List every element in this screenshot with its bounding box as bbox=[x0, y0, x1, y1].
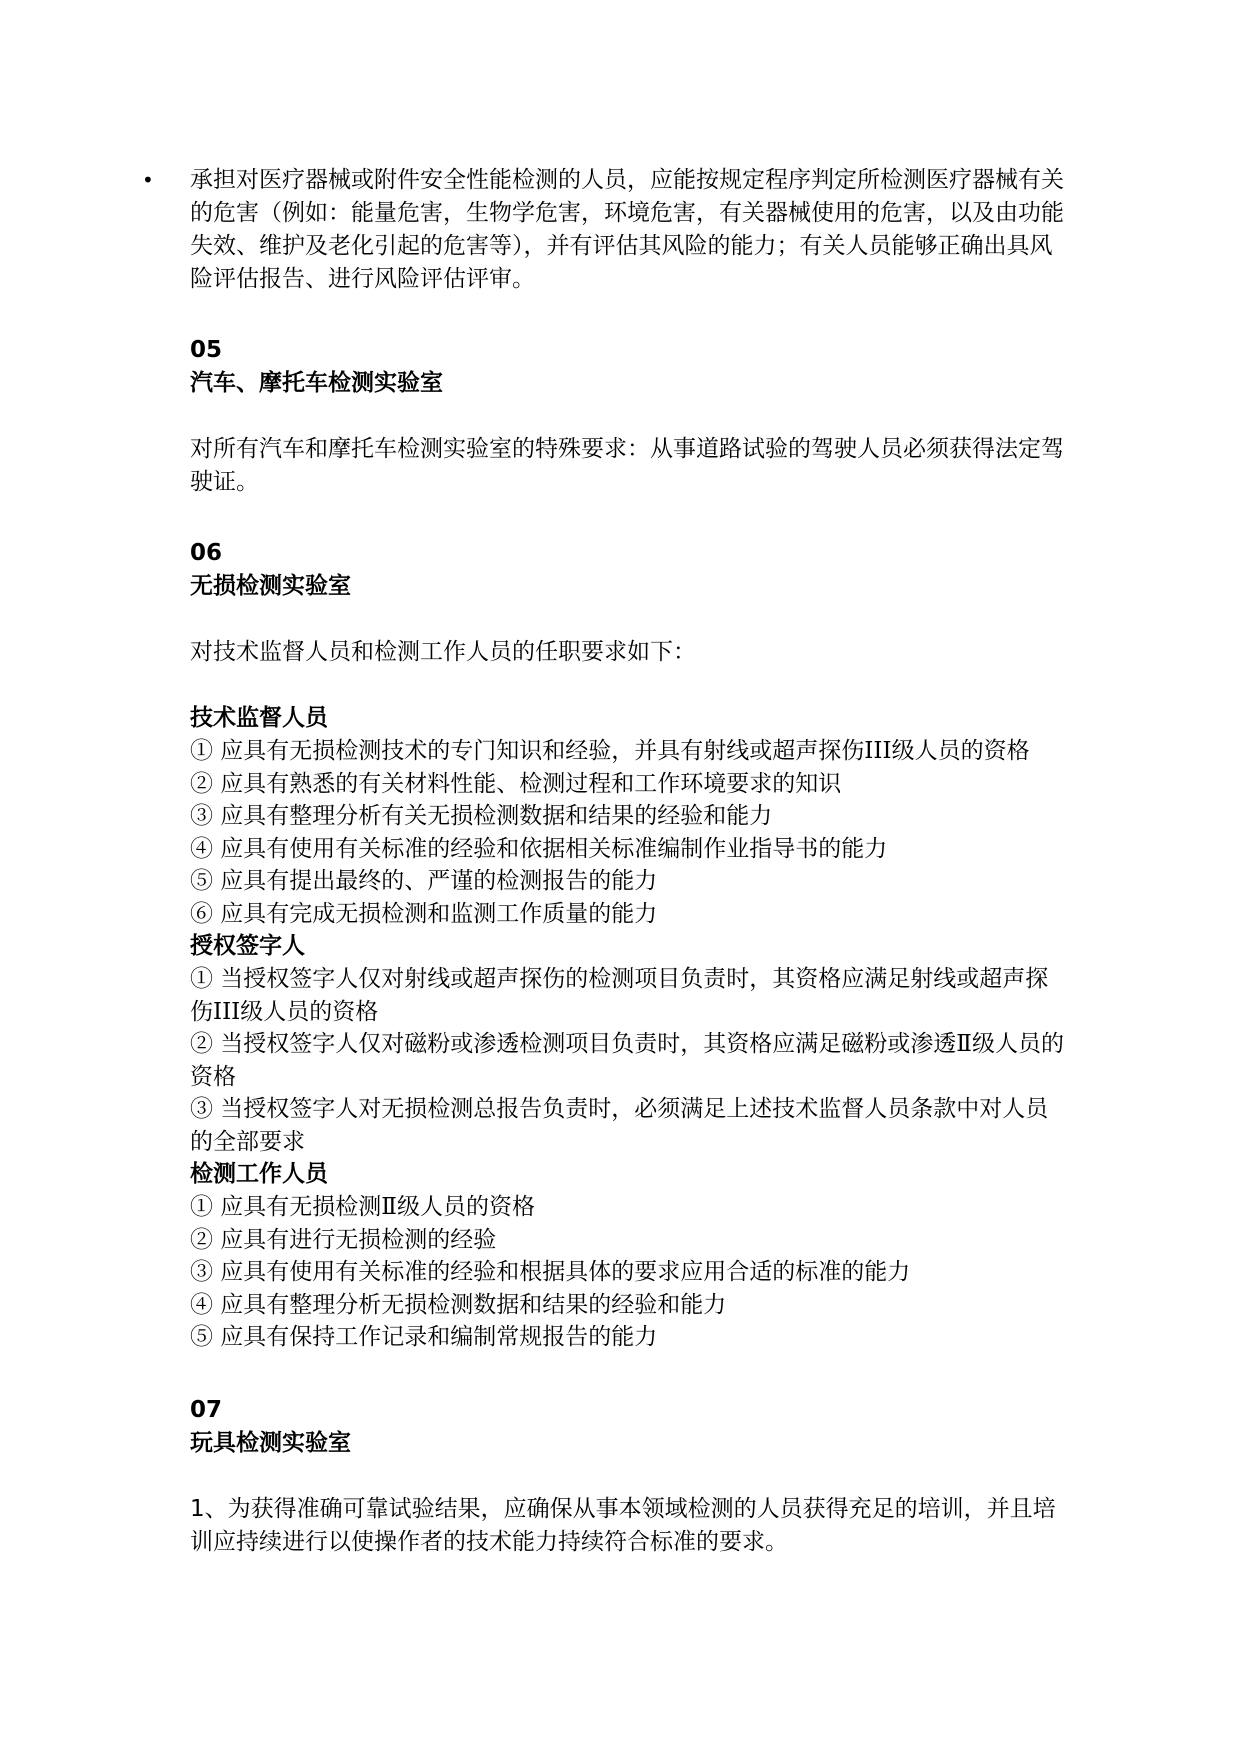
document-body bbox=[142, 164, 1070, 1559]
section-number: 06 bbox=[190, 540, 223, 566]
section-number: 05 bbox=[190, 337, 223, 363]
list-item: ① 当授权签字人仅对射线或超声探伤的检测项目负责时，其资格应满足射线或超声探伤III级人员的资格 bbox=[190, 966, 1049, 1025]
group-authorized-signatories bbox=[190, 930, 1070, 1158]
group-heading: 授权签字人 bbox=[190, 933, 305, 959]
group-heading: 技术监督人员 bbox=[190, 705, 328, 731]
intro-bullet-text: 承担对医疗器械或附件安全性能检测的人员，应能按规定程序判定所检测医疗器械有关的危害（例如：能量危害，生物学危害，环境危害，有关器械使用的危害，以及由功能失效、维护及老化引起的危害等），并有评估其风险的能力；有关人员能够正确出具风险评估报告、进行风险评估评审。 bbox=[190, 167, 1064, 292]
section-title: 无损检测实验室 bbox=[190, 573, 351, 599]
list-item: ③ 当授权签字人对无损检测总报告负责时，必须满足上述技术监督人员条款中对人员的全部要求 bbox=[190, 1096, 1049, 1155]
list-item: ⑥ 应具有完成无损检测和监测工作质量的能力 bbox=[190, 900, 658, 927]
list-item: ① 应具有无损检测Ⅱ级人员的资格 bbox=[190, 1194, 535, 1220]
section-06 bbox=[190, 537, 1070, 1354]
list-item: ① 应具有无损检测技术的专门知识和经验，并具有射线或超声探伤III级人员的资格 bbox=[190, 738, 1030, 764]
section-05 bbox=[190, 334, 1070, 499]
list-item: ⑤ 应具有提出最终的、严谨的检测报告的能力 bbox=[190, 868, 658, 894]
section-title: 玩具检测实验室 bbox=[190, 1429, 351, 1456]
section-title: 汽车、摩托车检测实验室 bbox=[190, 370, 443, 396]
bullet-marker: • bbox=[142, 168, 154, 192]
intro-bullet bbox=[142, 164, 1070, 296]
section-number: 07 bbox=[190, 1396, 223, 1423]
group-heading: 检测工作人员 bbox=[190, 1161, 328, 1187]
list-item: ⑤ 应具有保持工作记录和编制常规报告的能力 bbox=[190, 1324, 658, 1350]
section-07 bbox=[190, 1394, 1070, 1559]
list-item: ② 应具有进行无损检测的经验 bbox=[190, 1226, 497, 1253]
section-paragraph: 对所有汽车和摩托车检测实验室的特殊要求：从事道路试验的驾驶人员必须获得法定驾驶证。 bbox=[190, 436, 1064, 495]
list-item: ④ 应具有整理分析无损检测数据和结果的经验和能力 bbox=[190, 1291, 727, 1318]
list-item: ② 当授权签字人仅对磁粉或渗透检测项目负责时，其资格应满足磁粉或渗透Ⅱ级人员的资格 bbox=[190, 1031, 1064, 1090]
section-paragraph: 对技术监督人员和检测工作人员的任职要求如下： bbox=[190, 639, 696, 665]
list-item: ④ 应具有使用有关标准的经验和依据相关标准编制作业指导书的能力 bbox=[190, 835, 888, 862]
section-paragraph: 1、为获得准确可靠试验结果，应确保从事本领域检测的人员获得充足的培训，并且培训应持续进行以使操作者的技术能力持续符合标准的要求。 bbox=[190, 1495, 1056, 1555]
list-item: ② 应具有熟悉的有关材料性能、检测过程和工作环境要求的知识 bbox=[190, 770, 842, 797]
list-item: ③ 应具有整理分析有关无损检测数据和结果的经验和能力 bbox=[190, 803, 773, 829]
group-technical-supervisors bbox=[190, 702, 1070, 930]
list-item: ③ 应具有使用有关标准的经验和根据具体的要求应用合适的标准的能力 bbox=[190, 1259, 911, 1285]
group-testing-staff bbox=[190, 1158, 1070, 1354]
